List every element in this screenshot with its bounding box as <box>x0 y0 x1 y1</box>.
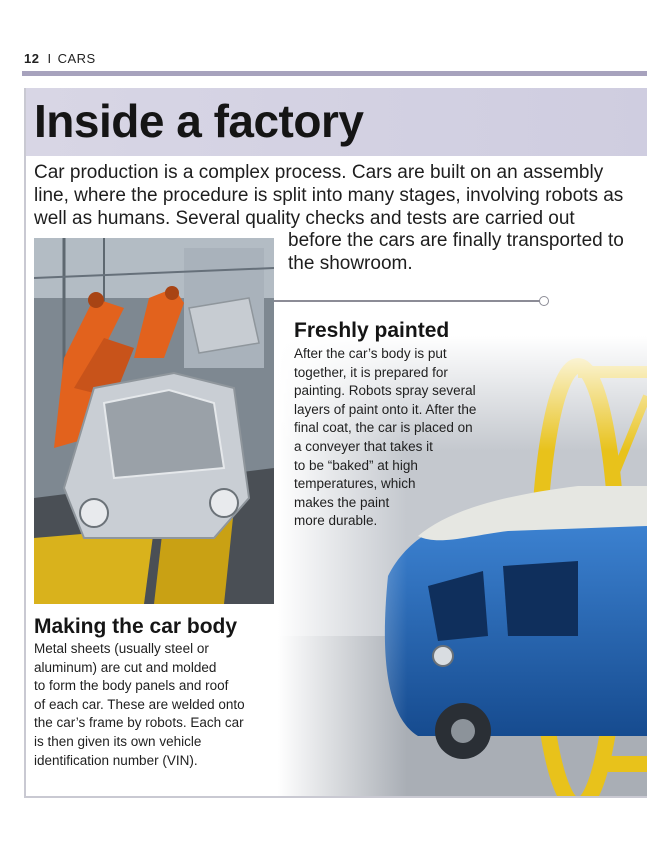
text-line: aluminum) are cut and molded <box>34 659 217 675</box>
text-line: After the car’s body is put <box>294 346 447 361</box>
intro-text: Car production is a complex process. Cars are built on an assembly line, where the procedure is split into many stages, involving robots as well as humans. Several quality checks and tests are carried out <box>34 162 624 229</box>
intro-text-continued: before the cars are finally transported to the showroom. <box>288 230 624 274</box>
running-head <box>24 51 96 66</box>
page-title: Inside a factory <box>34 95 364 147</box>
text-line: a conveyer that takes it <box>294 438 433 454</box>
text-line: of each car. These are welded onto <box>34 696 245 712</box>
text-line: is then given its own vehicle <box>34 733 202 749</box>
section-name: CARS <box>57 51 96 66</box>
text-line: painting. Robots spray several <box>294 383 476 399</box>
connector-line <box>274 300 540 302</box>
making-car-body-heading: Making the car body <box>34 615 238 638</box>
text-line: layers of paint onto it. After the <box>294 401 477 417</box>
connector-dot <box>539 296 549 306</box>
text-line: final coat, the car is placed on <box>294 420 473 436</box>
text-line: identification number (VIN). <box>34 752 198 768</box>
freshly-painted-heading: Freshly painted <box>294 319 450 342</box>
running-head-separator: I <box>47 51 52 66</box>
making-car-body-text <box>34 640 245 770</box>
text-line: makes the paint <box>294 494 390 510</box>
text-line: to form the body panels and roof <box>34 678 229 694</box>
assembly-line-illustration <box>34 238 274 604</box>
article-panel <box>24 88 647 798</box>
text-line: temperatures, which <box>294 476 416 492</box>
freshly-painted-text <box>294 345 476 531</box>
header-rule <box>22 71 647 76</box>
text-line: together, it is prepared for <box>294 364 448 380</box>
text-line: more durable. <box>294 513 378 529</box>
panel-bottom-edge <box>24 796 647 798</box>
text-line: Metal sheets (usually steel or <box>34 641 209 656</box>
text-line: the car’s frame by robots. Each car <box>34 715 244 731</box>
text-line: to be “baked” at high <box>294 457 418 473</box>
panel-left-edge <box>24 88 26 798</box>
assembly-line-photo <box>34 238 274 604</box>
page-number: 12 <box>24 51 40 66</box>
